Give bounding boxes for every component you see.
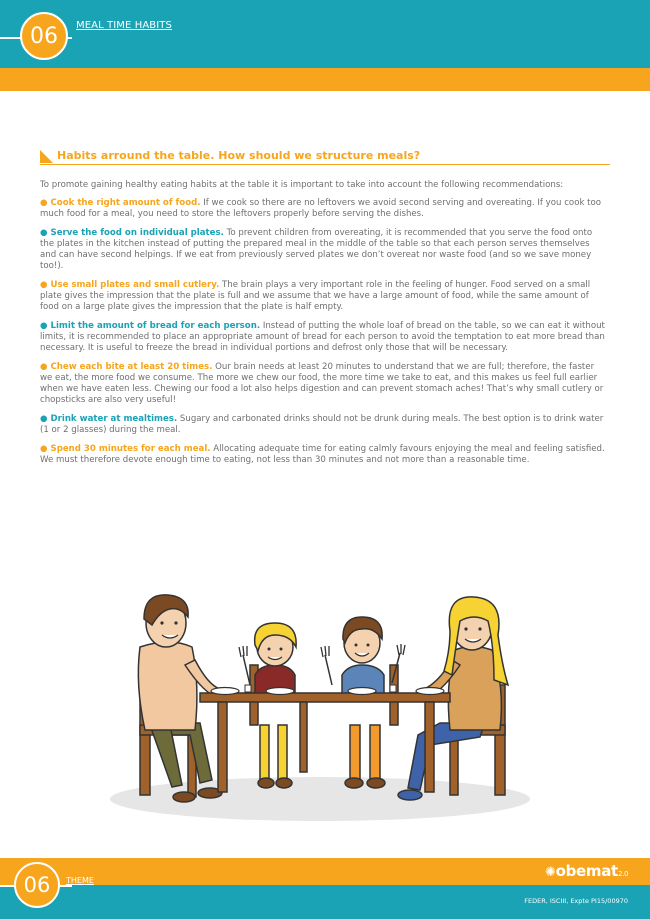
recommendation-lead: Limit the amount of bread for each person. — [50, 321, 261, 331]
funding-credit: FEDER, ISCIII, Expte PI15/00970 — [524, 897, 628, 905]
recommendation-lead: Use small plates and small cutlery. — [50, 280, 220, 290]
girl-figure — [239, 623, 296, 788]
recommendation-text: If we cook so there are no leftovers we avoid second serving and overeating. If you cook too much food for a meal, you need to store the leftovers properly before serving the dishes. — [40, 198, 602, 219]
header-bar — [0, 0, 650, 68]
recommendation-text: The brain plays a very important role in the feeling of hunger. Food served on a small plate gives the impression that the plate is full and we assume that we have a large amount of food, while the same amount of food on a large plate gives the impression that the plate is half empty. — [40, 280, 591, 312]
recommendation-text: Instead of putting the whole loaf of bread on the table, so we can eat it without limits, it is recommended to place an appropriate amount of bread for each person to avoid the temptation to eat more bread than necessary. It is useful to freeze the bread in individual portions and defrost only those that will be necessary. — [40, 321, 605, 353]
recommendation-item — [40, 228, 605, 272]
bullet-dot-icon: ● — [40, 362, 51, 372]
recommendation-lead: Serve the food on individual plates. — [50, 228, 224, 238]
recommendation-lead: Chew each bite at least 20 times. — [50, 362, 213, 372]
recommendation-lead: Spend 30 minutes for each meal. — [50, 444, 211, 454]
logo-text: obemat — [555, 862, 618, 880]
recommendation-item — [40, 198, 605, 220]
recommendation-text: Allocating adequate time for eating calmly favours enjoying the meal and feeling satisfied. We must therefore devote enough time to eating, not less than 30 minutes and not more than a reasonable time. — [40, 444, 605, 465]
article-body — [40, 180, 605, 474]
chapter-badge: 06 — [20, 12, 68, 60]
bullet-dot-icon: ● — [40, 198, 51, 208]
header-accent-bar — [0, 68, 650, 91]
bullet-dot-icon: ● — [40, 444, 51, 454]
recommendation-text: To prevent children from overeating, it is recommended that you serve the food onto the plates in the kitchen instead of putting the prepared meal in the middle of the table so that each person serves themselves and can have second helpings. If we eat from previously served plates we don’t overeat nor waste food (and so we save money too!). — [40, 228, 593, 271]
recommendation-text: Sugary and carbonated drinks should not be drunk during meals. The best option is to drink water (1 or 2 glasses) during the meal. — [40, 414, 604, 435]
footer-chapter-badge: 06 — [14, 862, 60, 908]
bullet-dot-icon: ● — [40, 321, 51, 331]
section-heading — [40, 149, 610, 165]
logo-version: 2.0 — [617, 870, 629, 878]
intro-paragraph: To promote gaining healthy eating habits at the table it is important to take into account the following recommendations: — [40, 180, 564, 190]
section-heading-text: Habits arround the table. How should we structure meals? — [57, 149, 421, 162]
obemat-logo — [545, 862, 628, 880]
chapter-title[interactable]: MEAL TIME HABITS — [76, 20, 172, 31]
recommendation-item — [40, 280, 605, 313]
recommendation-item — [40, 444, 605, 466]
recommendation-item — [40, 321, 605, 354]
recommendation-item — [40, 414, 605, 436]
bullet-dot-icon: ● — [40, 280, 51, 290]
recommendation-item — [40, 362, 605, 406]
recommendation-text: Our brain needs at least 20 minutes to understand that we are full; therefore, the faster we eat, the more food we consume. The more we chew our food, the more time we take to eat, and this makes us feel full earlier when we have eaten less. Chewing our food a lot also helps digestion and can prevent stomach aches! That’s why small cutlery or chopsticks are also very useful! — [40, 362, 604, 405]
bullet-dot-icon: ● — [40, 414, 51, 424]
footer-theme-link[interactable]: THEME — [66, 876, 94, 885]
recommendation-lead: Drink water at mealtimes. — [50, 414, 178, 424]
bullet-dot-icon: ● — [40, 228, 51, 238]
sun-star-icon: ✺ — [545, 865, 556, 880]
recommendation-lead: Cook the right amount of food. — [50, 198, 201, 208]
family-meal-illustration — [100, 585, 550, 825]
triangle-marker-icon — [40, 150, 53, 163]
